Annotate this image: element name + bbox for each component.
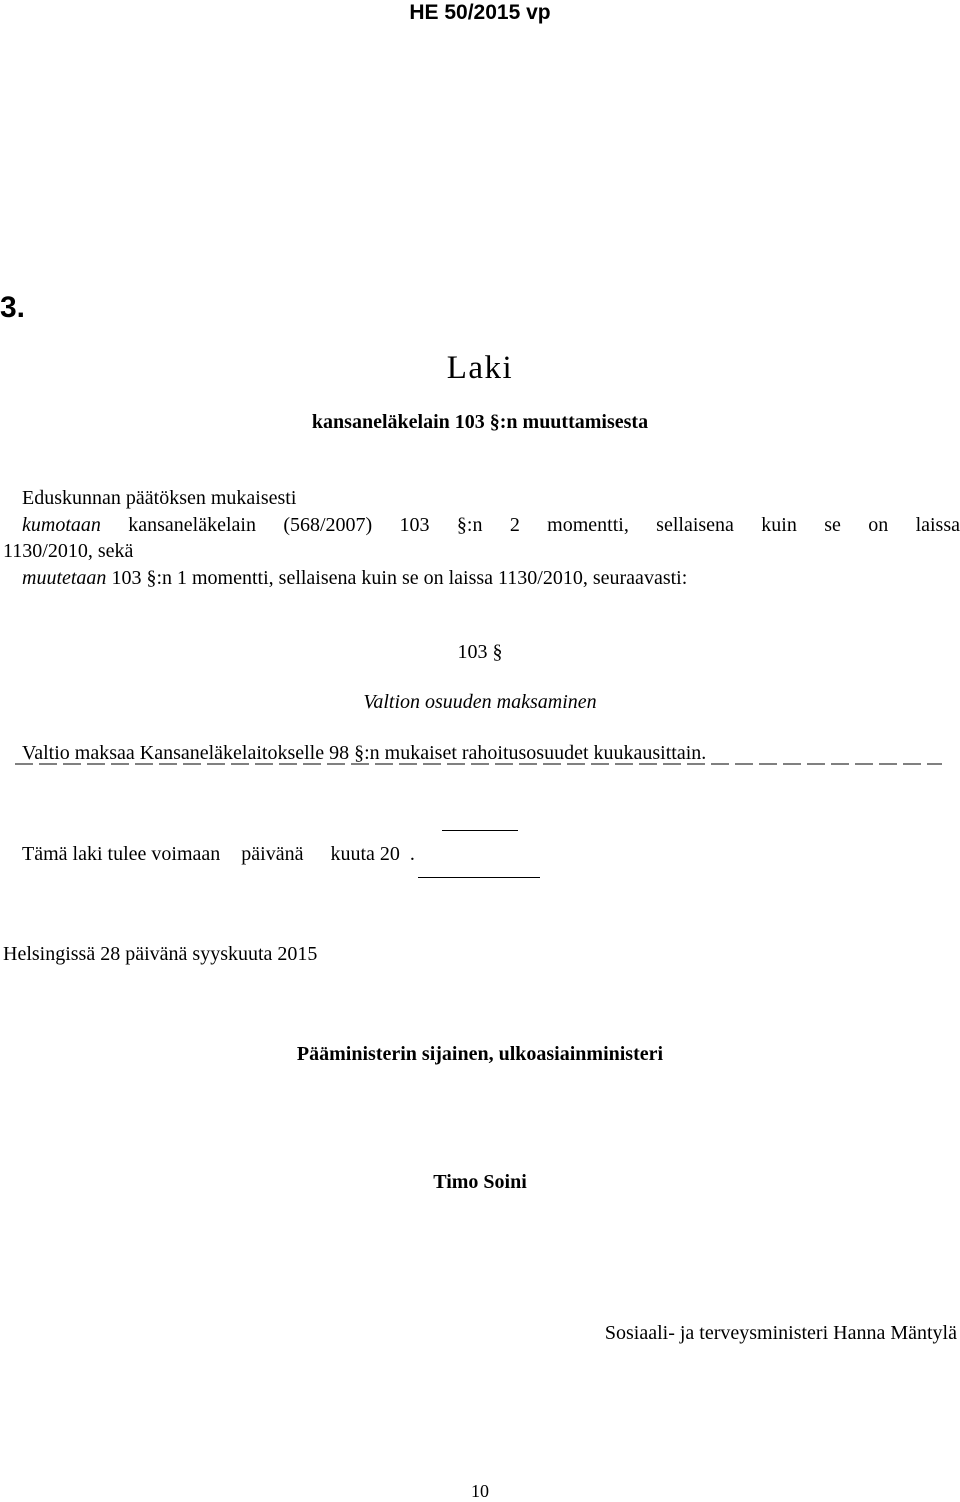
section-heading: Valtion osuuden maksaminen [363, 691, 597, 713]
amend-text: 103 §:n 1 momentti, sellaisena kuin se on laissa 1130/2010, seuraavasti: [106, 567, 688, 589]
entry-text-3: kuuta 20 [330, 843, 400, 865]
entry-text-4: . [409, 843, 415, 865]
omitted-text-dash-line [0, 763, 960, 765]
repeal-continuation: 1130/2010, sekä [3, 540, 134, 562]
signer2: Sosiaali- ja terveysministeri Hanna Mäntylä [604, 1322, 957, 1344]
place-date: Helsingissä 28 päivänä syyskuuta 2015 [3, 943, 318, 965]
entry-text-1: Tämä laki tulee voimaan [22, 843, 221, 865]
amend-verb: muutetaan [22, 567, 107, 589]
signer1-name: Timo Soini [433, 1171, 527, 1193]
entry-into-force [22, 842, 415, 866]
repeal-clause [22, 513, 960, 537]
page-number: 10 [471, 1481, 489, 1501]
day-blank-line [442, 830, 518, 831]
section-text: Valtio maksaa Kansaneläkelaitokselle 98 §:n mukaiset rahoitusosuudet kuukausittain. [22, 742, 707, 764]
law-title: Laki [446, 350, 514, 386]
amend-clause [22, 566, 687, 590]
signer1-title: Pääministerin sijainen, ulkoasiainministeri [296, 1043, 664, 1065]
month-blank-line [418, 877, 540, 878]
section-number: 3. [0, 291, 26, 324]
document-header: HE 50/2015 vp [409, 1, 551, 24]
preamble-line: Eduskunnan päätöksen mukaisesti [22, 487, 297, 509]
entry-text-2: päivänä [241, 843, 304, 865]
repeal-verb: kumotaan [22, 514, 101, 536]
repeal-text: kansaneläkelain (568/2007) 103 §:n 2 momentti, sellaisena kuin se on laissa [100, 514, 960, 536]
section-number-label: 103 § [457, 641, 503, 663]
law-subtitle: kansaneläkelain 103 §:n muuttamisesta [311, 411, 649, 433]
